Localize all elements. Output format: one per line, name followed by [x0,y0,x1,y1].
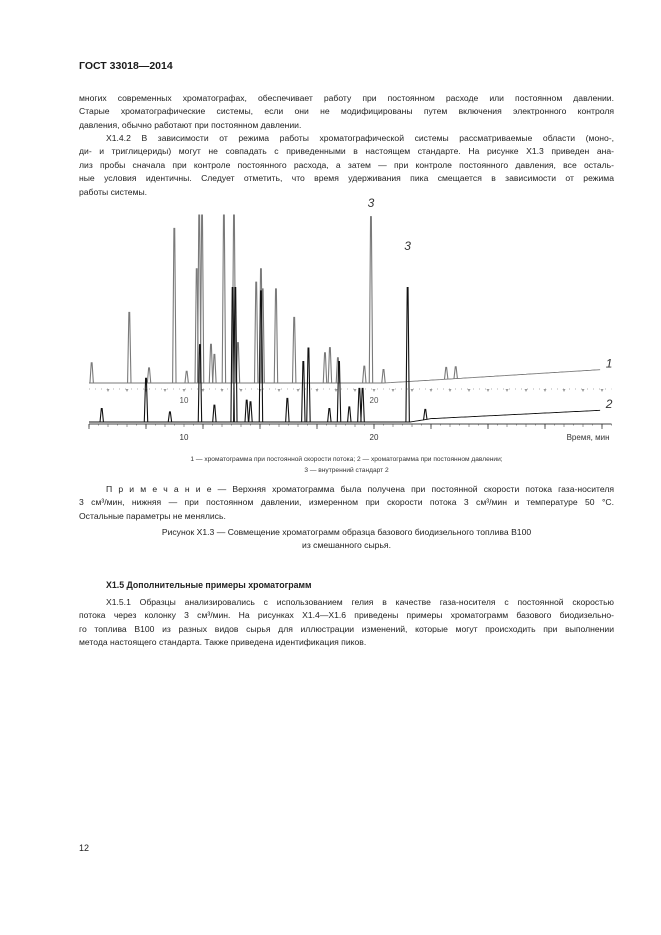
trace1-axis-tick [506,389,509,392]
peak-trace-1 [363,366,366,383]
peak-trace-2 [307,348,310,422]
baseline-trace-1 [89,370,600,383]
trace1-axis-tick [240,389,243,392]
caption-line: Рисунок X1.3 — Совмещение хроматограмм образца базового биодизельного топлива В100 [161,527,532,537]
trace1-axis-tick [468,389,471,392]
trace1-axis-tick [582,389,585,392]
trace1-axis-tick [601,389,604,392]
document-header: ГОСТ 33018—2014 [79,60,173,72]
trace1-axis-tick [449,389,452,392]
trace1-axis-tick [430,389,433,392]
internal-standard-label: 3 [367,196,375,210]
peak-trace-2 [100,409,103,422]
text-line: лиз пробы сначала при контроле постоянного расхода, а затем — при контроле постоянного давления, все осталь- [79,159,614,170]
peak-trace-2 [424,409,427,419]
peak-trace-1 [185,371,188,383]
peak-trace-1 [274,289,277,383]
figure-legend [79,454,614,476]
trace1-axis-tick [126,389,129,392]
internal-standard-label: 3 [404,239,411,253]
trace-label-2: 2 [605,397,613,412]
trace1-axis-tick [164,389,167,392]
peak-trace-2 [328,409,331,422]
peak-trace-1 [90,363,93,383]
peak-trace-2 [406,288,409,422]
text-line: работы системы. [79,186,148,197]
trace1-axis-tick [221,389,224,392]
trace1-axis-tick [107,389,110,392]
peak-trace-1 [323,353,326,383]
text-line: потока через колонку 3 см³/мин. На рисунках X1.4—X1.6 приведены примеры хроматограмм базового биодизельно- [79,610,614,621]
peak-trace-2 [144,378,147,422]
peak-trace-1 [147,368,150,383]
peak-trace-2 [286,398,289,422]
text-line: ные условия идентичны. Следует отметить, что время удерживания пика смещается в зависимости от режима [79,173,614,184]
trace1-axis-tick [278,389,281,392]
trace1-axis-tick [373,389,376,392]
paragraph-x1-4-2 [79,132,614,199]
peak-trace-2 [348,407,351,422]
text-line: 3 см³/мин, нижняя — при постоянном давлении, измеренном при скорости потока 3 см³/мин и температуре 50 °С. [79,497,614,508]
trace1-axis-tick [202,389,205,392]
peak-trace-1 [369,217,372,383]
paragraph-1 [79,92,614,132]
trace1-axis-tick [316,389,319,392]
peak-trace-1 [173,228,176,383]
text-line: метода настоящего стандарта. Также приведена идентификация пиков. [79,637,367,648]
trace1-axis-tick [563,389,566,392]
legend-line: 3 — внутренний стандарт 2 [304,467,389,474]
peak-trace-1 [328,348,331,383]
text-line: давления, обычно работают при постоянном давлении. [79,119,302,130]
trace1-axis-tick [544,389,547,392]
peak-trace-1 [382,370,385,383]
x-tick-label: 20 [369,433,379,442]
trace1-tick-label: 10 [179,396,189,405]
section-heading: X1.5 Дополнительные примеры хроматограмм [106,580,312,590]
trace1-axis-tick [354,389,357,392]
peak-trace-1 [209,344,212,383]
trace1-axis-tick [335,389,338,392]
trace1-axis-tick [297,389,300,392]
peak-trace-2 [302,362,305,422]
peak-trace-2 [361,388,364,422]
paragraph-x1-5-1 [79,596,614,650]
text-line: Старые хроматографические системы, если они не модифицированы путем включения электронного контроля [79,106,614,117]
x-tick-label: 10 [179,433,189,442]
figure-caption [79,526,614,553]
text-line: многих современных хроматографах, обеспечивает работу при постоянном расходе или постоянном давлении. [79,93,614,103]
text-line: ди- и триглицериды) могут не совпадать с приведенными в настоящем стандарте. На рисунке X1.3 приведен ана- [79,146,614,157]
peak-trace-1 [254,282,257,383]
page-number: 12 [79,843,90,853]
peak-trace-1 [292,317,295,383]
baseline-trace-2 [89,410,600,422]
text-line: П р и м е ч а н и е — Верхняя хроматограмма была получена при постоянной скорости потока газа-носителя [106,484,614,494]
trace-label-1: 1 [605,356,613,371]
peak-trace-1 [213,354,216,383]
trace1-tick-label: 20 [369,396,379,405]
text-line: X1.5.1 Образцы анализировались с использованием гелия в качестве газа-носителя с постоянной скоростью [106,597,614,607]
text-line: го топлива В100 из разных видов сырья для иллюстрации изменений, которые могут происходить при выполнении [79,623,614,634]
caption-line: из смешанного сырья. [302,540,391,551]
peak-trace-1 [222,215,225,383]
peak-trace-2 [168,412,171,422]
peak-trace-2 [245,400,248,422]
trace1-axis-tick [525,389,528,392]
chromatogram-chart [85,195,615,445]
peak-trace-1 [128,312,131,383]
trace1-axis-tick [183,389,186,392]
peak-trace-2 [249,402,252,422]
x-axis-label: Время, мин [566,433,610,442]
text-line: Остальные параметры не менялись. [79,510,226,521]
text-line: X1.4.2 В зависимости от режима работы хроматографической системы рассматриваемые области (моно-, [106,133,614,143]
trace1-axis-tick [392,389,395,392]
peak-trace-1 [454,367,457,379]
legend-line: 1 — хроматограмма при постоянной скорости потока; 2 — хроматограмма при постоянном давлении; [190,456,503,463]
peak-trace-2 [213,405,216,422]
trace1-axis-tick [411,389,414,392]
trace1-axis-tick [487,389,490,392]
figure-note [79,483,614,523]
peak-trace-1 [444,367,447,379]
